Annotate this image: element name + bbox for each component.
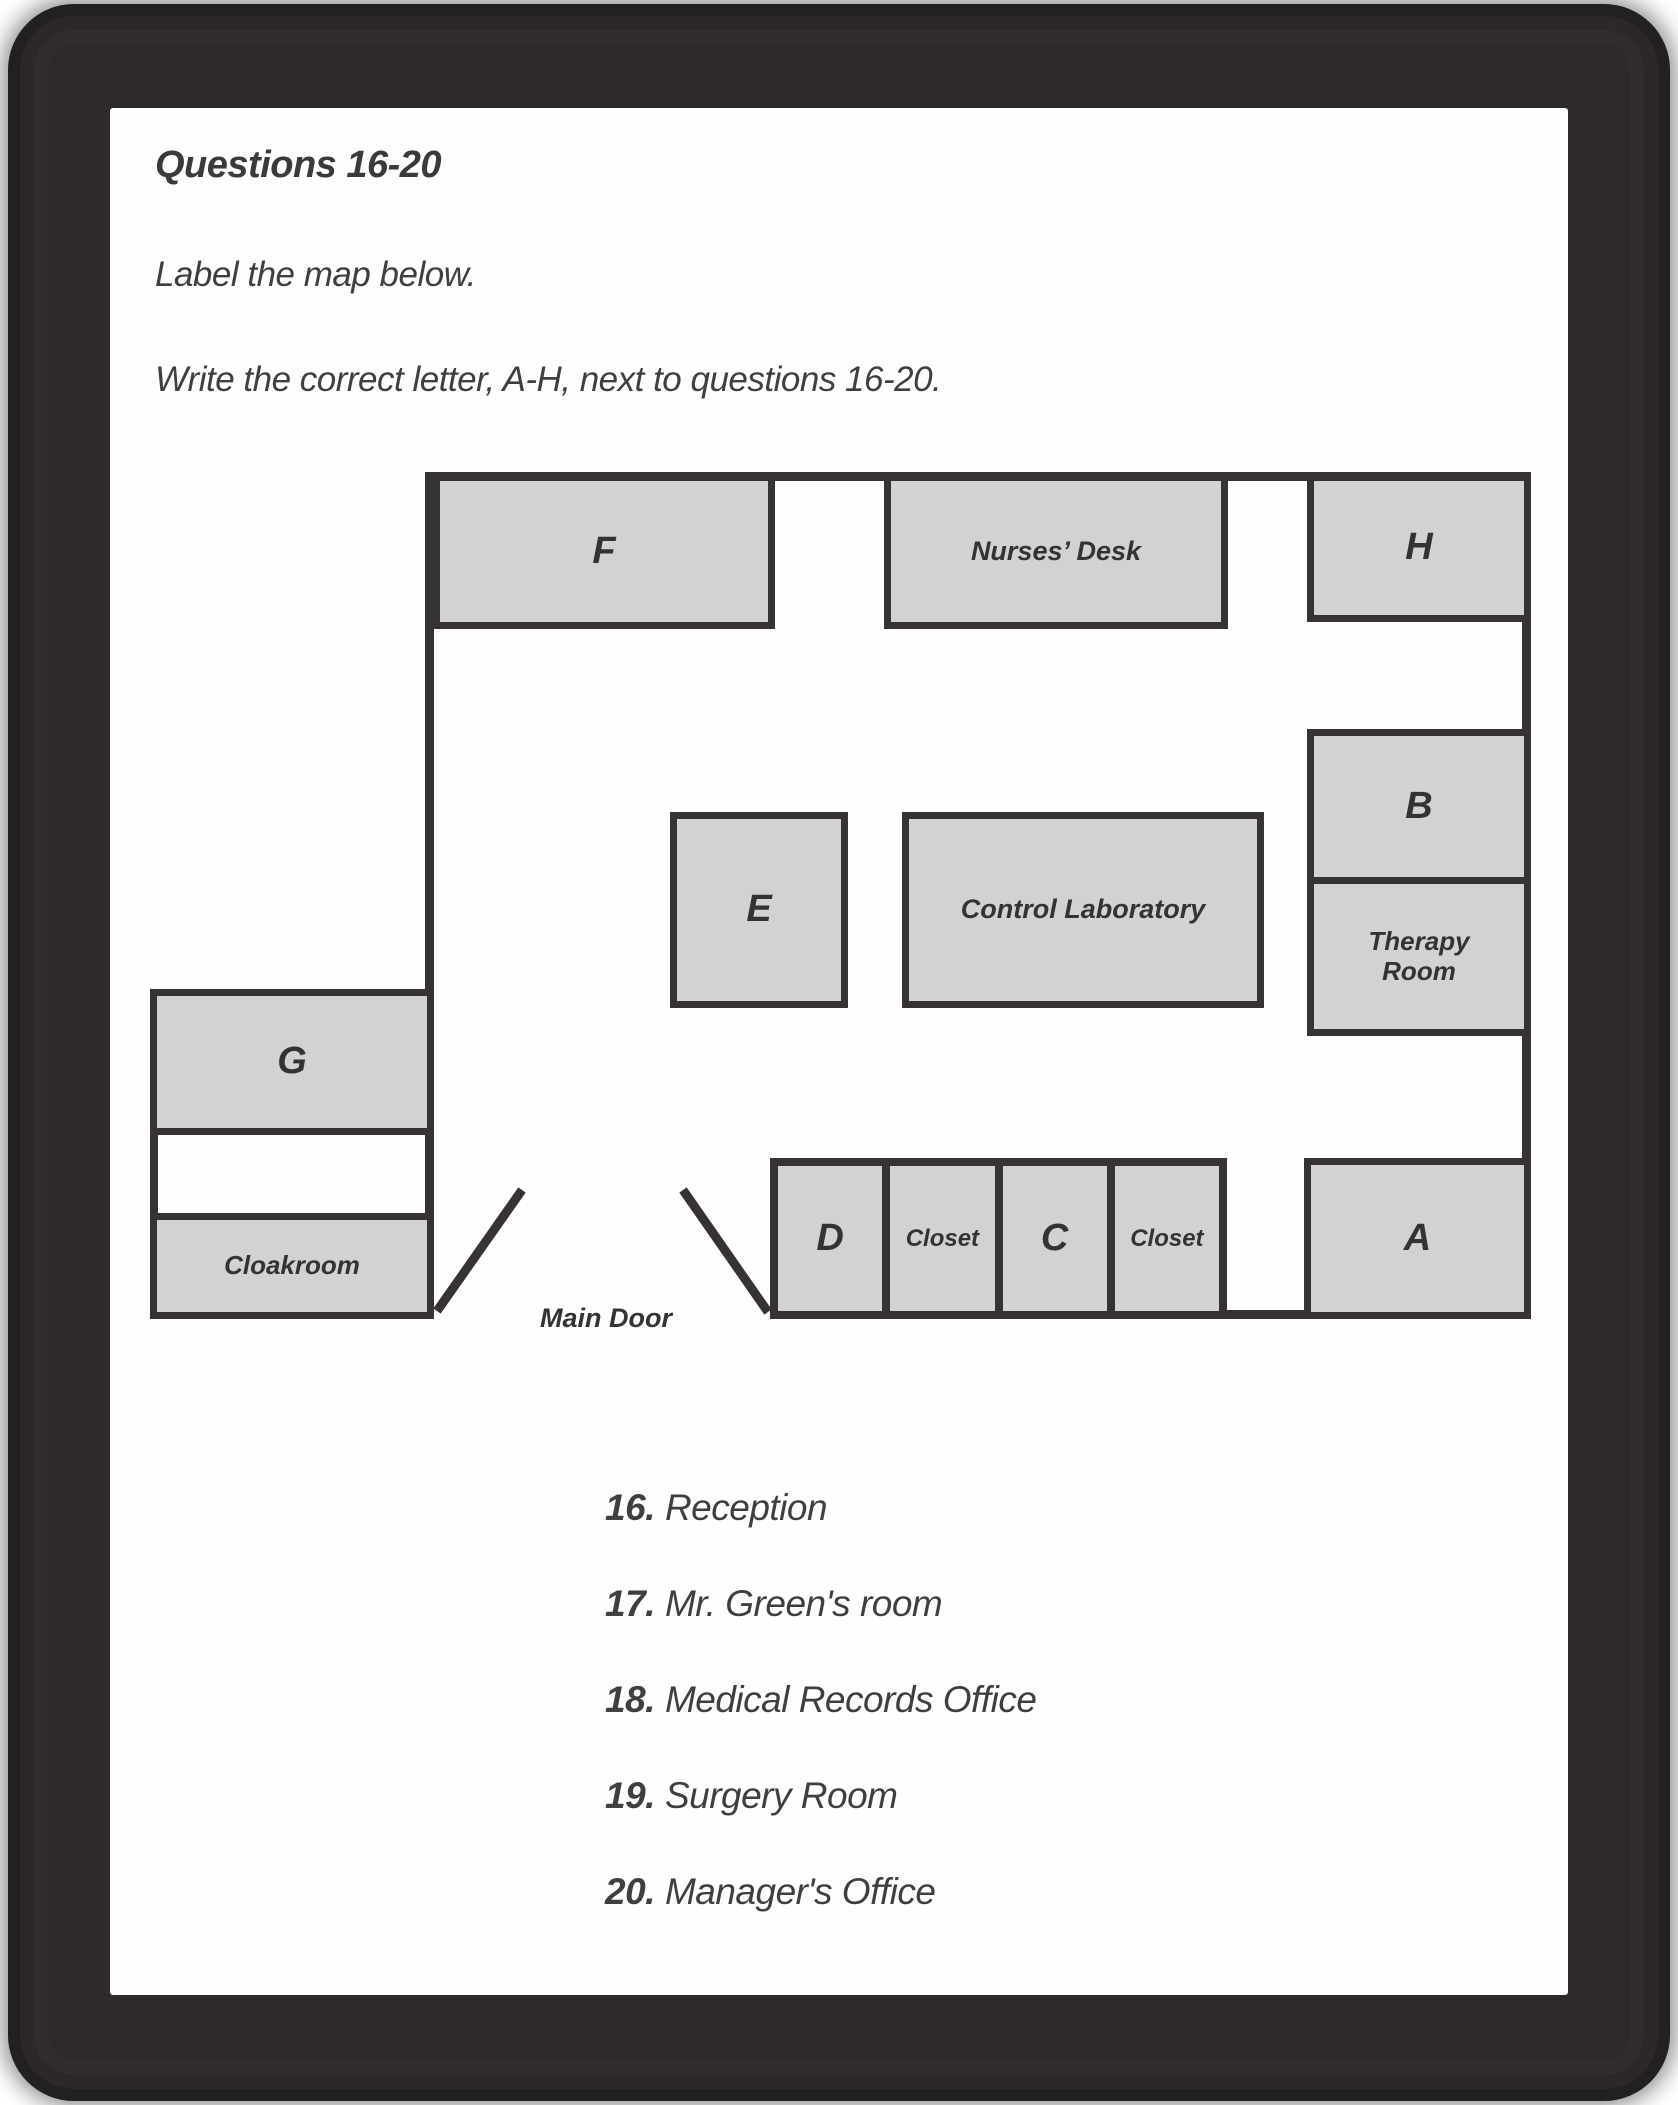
main-door-leaf-left — [437, 1190, 522, 1311]
question-item-20 — [605, 1871, 935, 1913]
worksheet-page — [110, 108, 1568, 1995]
room-c: C — [1003, 1166, 1107, 1311]
main-door-leaf-right — [683, 1190, 768, 1312]
instruction-line-2: Write the correct letter, A-H, next to questions 16-20. — [155, 360, 942, 399]
question-text: Surgery Room — [664, 1775, 898, 1816]
question-item-17 — [605, 1583, 942, 1625]
question-text: Manager's Office — [664, 1871, 936, 1912]
room-closet-1: Closet — [890, 1166, 994, 1311]
question-number: 17. — [605, 1583, 655, 1624]
question-number: 20. — [605, 1871, 655, 1912]
room-cloakroom: Cloakroom — [150, 1213, 434, 1319]
question-number: 18. — [605, 1679, 655, 1720]
room-b: B — [1307, 729, 1531, 884]
question-number: 16. — [605, 1487, 655, 1528]
question-text: Medical Records Office — [664, 1679, 1037, 1720]
question-text: Mr. Green's room — [664, 1583, 943, 1624]
room-f: F — [433, 474, 775, 629]
room-h: H — [1307, 474, 1531, 622]
room-closet-2: Closet — [1115, 1166, 1219, 1311]
question-number: 19. — [605, 1775, 655, 1816]
room-a: A — [1304, 1158, 1531, 1319]
question-item-18 — [605, 1679, 1036, 1721]
question-item-19 — [605, 1775, 897, 1817]
room-e: E — [670, 812, 848, 1008]
question-item-16 — [605, 1487, 827, 1529]
question-text: Reception — [664, 1487, 828, 1528]
room-therapy: Therapy Room — [1307, 877, 1531, 1036]
main-door-label: Main Door — [540, 1303, 672, 1333]
page-title: Questions 16-20 — [155, 144, 442, 186]
room-nurses-desk: Nurses’ Desk — [884, 474, 1228, 629]
room-control-laboratory: Control Laboratory — [902, 812, 1264, 1008]
room-d: D — [778, 1166, 882, 1311]
floor-plan-map — [115, 470, 1537, 1342]
main-door-graphic — [115, 470, 1537, 1342]
room-g: G — [150, 989, 434, 1135]
instruction-line-1: Label the map below. — [155, 255, 476, 294]
